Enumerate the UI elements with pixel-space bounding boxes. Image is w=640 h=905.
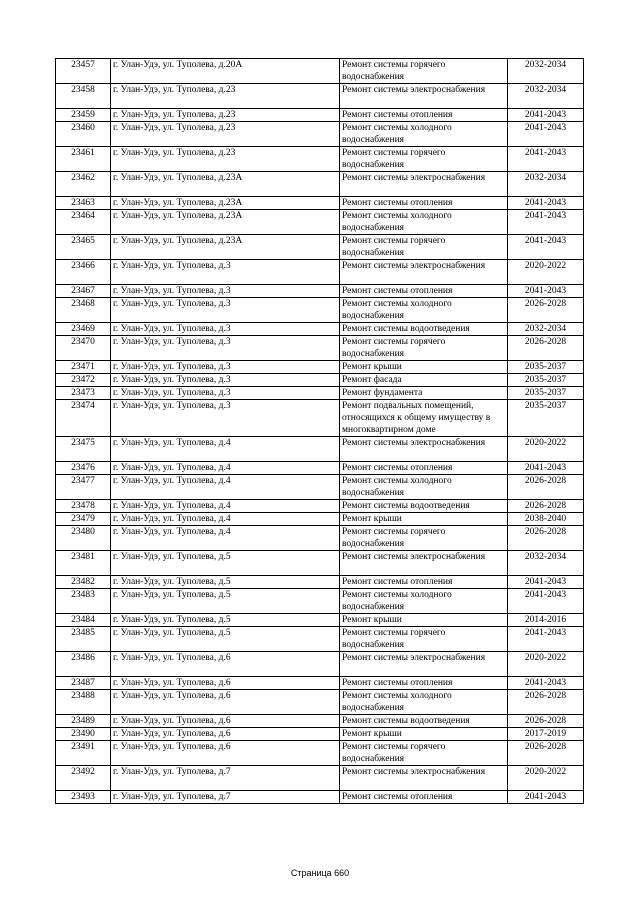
row-number: 23470 — [56, 336, 111, 361]
table-row — [56, 361, 584, 374]
table-row — [56, 513, 584, 526]
row-number: 23462 — [56, 172, 111, 197]
row-address: г. Улан-Удэ, ул. Туполева, д.5 — [111, 627, 340, 652]
row-work-type: Ремонт системы отопления — [340, 462, 508, 475]
row-address: г. Улан-Удэ, ул. Туполева, д.3 — [111, 336, 340, 361]
row-work-type: Ремонт системы водоотведения — [340, 500, 508, 513]
repair-schedule-table — [55, 58, 584, 804]
row-period: 2026-2028 — [508, 526, 584, 551]
row-period: 2041-2043 — [508, 791, 584, 804]
row-period: 2035-2037 — [508, 387, 584, 400]
row-number: 23457 — [56, 59, 111, 84]
row-number: 23463 — [56, 197, 111, 210]
table-row — [56, 387, 584, 400]
row-period: 2026-2028 — [508, 475, 584, 500]
row-number: 23468 — [56, 298, 111, 323]
row-work-type: Ремонт системы электроснабжения — [340, 766, 508, 791]
row-work-type: Ремонт фасада — [340, 374, 508, 387]
table-row — [56, 589, 584, 614]
row-work-type: Ремонт системы холодного водоснабжения — [340, 589, 508, 614]
row-address: г. Улан-Удэ, ул. Туполева, д.5 — [111, 589, 340, 614]
row-work-type: Ремонт системы холодного водоснабжения — [340, 690, 508, 715]
row-period: 2026-2028 — [508, 715, 584, 728]
row-period: 2026-2028 — [508, 690, 584, 715]
row-period: 2041-2043 — [508, 576, 584, 589]
row-work-type: Ремонт системы холодного водоснабжения — [340, 298, 508, 323]
row-address: г. Улан-Удэ, ул. Туполева, д.3 — [111, 323, 340, 336]
row-address: г. Улан-Удэ, ул. Туполева, д.5 — [111, 551, 340, 576]
row-period: 2026-2028 — [508, 500, 584, 513]
table-row — [56, 285, 584, 298]
row-number: 23478 — [56, 500, 111, 513]
row-address: г. Улан-Удэ, ул. Туполева, д.4 — [111, 500, 340, 513]
row-period: 2041-2043 — [508, 197, 584, 210]
row-number: 23491 — [56, 741, 111, 766]
row-work-type: Ремонт системы отопления — [340, 677, 508, 690]
row-period: 2020-2022 — [508, 766, 584, 791]
table-row — [56, 172, 584, 197]
row-number: 23464 — [56, 210, 111, 235]
table-row — [56, 715, 584, 728]
table-row — [56, 147, 584, 172]
row-number: 23490 — [56, 728, 111, 741]
row-number: 23471 — [56, 361, 111, 374]
row-address: г. Улан-Удэ, ул. Туполева, д.4 — [111, 475, 340, 500]
row-period: 2026-2028 — [508, 741, 584, 766]
row-work-type: Ремонт системы горячего водоснабжения — [340, 526, 508, 551]
row-work-type: Ремонт подвальных помещений, относящихся к общему имуществу в многоквартирном доме — [340, 400, 508, 437]
table-row — [56, 210, 584, 235]
row-work-type: Ремонт системы холодного водоснабжения — [340, 475, 508, 500]
row-work-type: Ремонт системы горячего водоснабжения — [340, 627, 508, 652]
table-row — [56, 260, 584, 285]
row-period: 2041-2043 — [508, 462, 584, 475]
row-period: 2020-2022 — [508, 260, 584, 285]
row-number: 23474 — [56, 400, 111, 437]
row-address: г. Улан-Удэ, ул. Туполева, д.20А — [111, 59, 340, 84]
row-work-type: Ремонт системы электроснабжения — [340, 84, 508, 109]
row-number: 23486 — [56, 652, 111, 677]
table-row — [56, 122, 584, 147]
row-period: 2035-2037 — [508, 361, 584, 374]
row-period: 2032-2034 — [508, 172, 584, 197]
row-number: 23479 — [56, 513, 111, 526]
row-period: 2041-2043 — [508, 589, 584, 614]
row-work-type: Ремонт системы холодного водоснабжения — [340, 122, 508, 147]
row-period: 2041-2043 — [508, 677, 584, 690]
table-row — [56, 400, 584, 437]
row-number: 23482 — [56, 576, 111, 589]
row-address: г. Улан-Удэ, ул. Туполева, д.7 — [111, 766, 340, 791]
row-period: 2041-2043 — [508, 147, 584, 172]
row-period: 2026-2028 — [508, 336, 584, 361]
row-address: г. Улан-Удэ, ул. Туполева, д.7 — [111, 791, 340, 804]
row-period: 2014-2016 — [508, 614, 584, 627]
row-number: 23480 — [56, 526, 111, 551]
row-address: г. Улан-Удэ, ул. Туполева, д.5 — [111, 614, 340, 627]
row-address: г. Улан-Удэ, ул. Туполева, д.4 — [111, 462, 340, 475]
row-address: г. Улан-Удэ, ул. Туполева, д.23 — [111, 122, 340, 147]
row-address: г. Улан-Удэ, ул. Туполева, д.6 — [111, 677, 340, 690]
row-number: 23485 — [56, 627, 111, 652]
table-row — [56, 437, 584, 462]
row-number: 23473 — [56, 387, 111, 400]
row-number: 23492 — [56, 766, 111, 791]
page-number: Страница 660 — [290, 868, 350, 878]
table-row — [56, 374, 584, 387]
row-address: г. Улан-Удэ, ул. Туполева, д.4 — [111, 437, 340, 462]
row-work-type: Ремонт системы водоотведения — [340, 323, 508, 336]
row-number: 23466 — [56, 260, 111, 285]
row-number: 23469 — [56, 323, 111, 336]
table-row — [56, 59, 584, 84]
row-number: 23475 — [56, 437, 111, 462]
row-number: 23460 — [56, 122, 111, 147]
table-row — [56, 462, 584, 475]
row-work-type: Ремонт фундамента — [340, 387, 508, 400]
row-work-type: Ремонт системы горячего водоснабжения — [340, 741, 508, 766]
table-row — [56, 298, 584, 323]
table-row — [56, 627, 584, 652]
row-period: 2032-2034 — [508, 323, 584, 336]
table-row — [56, 652, 584, 677]
table-row — [56, 500, 584, 513]
row-number: 23476 — [56, 462, 111, 475]
row-number: 23493 — [56, 791, 111, 804]
row-number: 23459 — [56, 109, 111, 122]
row-period: 2041-2043 — [508, 285, 584, 298]
row-work-type: Ремонт системы электроснабжения — [340, 652, 508, 677]
row-work-type: Ремонт системы горячего водоснабжения — [340, 147, 508, 172]
table-row — [56, 791, 584, 804]
row-work-type: Ремонт системы отопления — [340, 285, 508, 298]
row-work-type: Ремонт системы отопления — [340, 791, 508, 804]
row-number: 23465 — [56, 235, 111, 260]
row-period: 2020-2022 — [508, 437, 584, 462]
row-work-type: Ремонт крыши — [340, 513, 508, 526]
table-row — [56, 84, 584, 109]
row-number: 23481 — [56, 551, 111, 576]
table-row — [56, 323, 584, 336]
table-row — [56, 690, 584, 715]
row-period: 2041-2043 — [508, 109, 584, 122]
row-number: 23483 — [56, 589, 111, 614]
row-address: г. Улан-Удэ, ул. Туполева, д.3 — [111, 374, 340, 387]
table-row — [56, 614, 584, 627]
row-address: г. Улан-Удэ, ул. Туполева, д.3 — [111, 298, 340, 323]
row-work-type: Ремонт системы электроснабжения — [340, 437, 508, 462]
row-work-type: Ремонт системы электроснабжения — [340, 260, 508, 285]
row-address: г. Улан-Удэ, ул. Туполева, д.23 — [111, 147, 340, 172]
row-work-type: Ремонт системы горячего водоснабжения — [340, 59, 508, 84]
table-row — [56, 766, 584, 791]
row-address: г. Улан-Удэ, ул. Туполева, д.6 — [111, 652, 340, 677]
row-number: 23458 — [56, 84, 111, 109]
table-row — [56, 336, 584, 361]
row-work-type: Ремонт системы отопления — [340, 576, 508, 589]
row-address: г. Улан-Удэ, ул. Туполева, д.6 — [111, 741, 340, 766]
row-period: 2032-2034 — [508, 551, 584, 576]
row-address: г. Улан-Удэ, ул. Туполева, д.3 — [111, 285, 340, 298]
row-address: г. Улан-Удэ, ул. Туполева, д.3 — [111, 387, 340, 400]
row-address: г. Улан-Удэ, ул. Туполева, д.23А — [111, 210, 340, 235]
row-period: 2035-2037 — [508, 374, 584, 387]
row-address: г. Улан-Удэ, ул. Туполева, д.23 — [111, 84, 340, 109]
table-row — [56, 197, 584, 210]
row-number: 23487 — [56, 677, 111, 690]
row-work-type: Ремонт крыши — [340, 728, 508, 741]
row-address: г. Улан-Удэ, ул. Туполева, д.3 — [111, 260, 340, 285]
row-address: г. Улан-Удэ, ул. Туполева, д.23А — [111, 172, 340, 197]
table-row — [56, 475, 584, 500]
row-period: 2038-2040 — [508, 513, 584, 526]
row-period: 2041-2043 — [508, 210, 584, 235]
row-period: 2020-2022 — [508, 652, 584, 677]
row-address: г. Улан-Удэ, ул. Туполева, д.6 — [111, 715, 340, 728]
row-period: 2041-2043 — [508, 122, 584, 147]
row-address: г. Улан-Удэ, ул. Туполева, д.23 — [111, 109, 340, 122]
row-work-type: Ремонт системы отопления — [340, 109, 508, 122]
row-address: г. Улан-Удэ, ул. Туполева, д.6 — [111, 690, 340, 715]
row-address: г. Улан-Удэ, ул. Туполева, д.3 — [111, 361, 340, 374]
row-address: г. Улан-Удэ, ул. Туполева, д.3 — [111, 400, 340, 437]
row-address: г. Улан-Удэ, ул. Туполева, д.23А — [111, 197, 340, 210]
row-work-type: Ремонт системы водоотведения — [340, 715, 508, 728]
row-work-type: Ремонт системы горячего водоснабжения — [340, 235, 508, 260]
row-work-type: Ремонт крыши — [340, 614, 508, 627]
row-work-type: Ремонт системы горячего водоснабжения — [340, 336, 508, 361]
table-row — [56, 677, 584, 690]
row-address: г. Улан-Удэ, ул. Туполева, д.23А — [111, 235, 340, 260]
row-address: г. Улан-Удэ, ул. Туполева, д.5 — [111, 576, 340, 589]
row-address: г. Улан-Удэ, ул. Туполева, д.4 — [111, 526, 340, 551]
row-address: г. Улан-Удэ, ул. Туполева, д.6 — [111, 728, 340, 741]
table-row — [56, 551, 584, 576]
row-number: 23472 — [56, 374, 111, 387]
table-row — [56, 728, 584, 741]
row-number: 23489 — [56, 715, 111, 728]
row-work-type: Ремонт системы отопления — [340, 197, 508, 210]
row-period: 2041-2043 — [508, 235, 584, 260]
table-row — [56, 235, 584, 260]
row-number: 23461 — [56, 147, 111, 172]
table-row — [56, 576, 584, 589]
row-number: 23484 — [56, 614, 111, 627]
row-period: 2035-2037 — [508, 400, 584, 437]
table-row — [56, 741, 584, 766]
table-row — [56, 109, 584, 122]
row-period: 2032-2034 — [508, 84, 584, 109]
row-number: 23477 — [56, 475, 111, 500]
row-work-type: Ремонт системы электроснабжения — [340, 551, 508, 576]
row-period: 2041-2043 — [508, 627, 584, 652]
row-work-type: Ремонт системы электроснабжения — [340, 172, 508, 197]
row-period: 2032-2034 — [508, 59, 584, 84]
table-body — [56, 59, 584, 804]
row-address: г. Улан-Удэ, ул. Туполева, д.4 — [111, 513, 340, 526]
row-number: 23467 — [56, 285, 111, 298]
row-period: 2017-2019 — [508, 728, 584, 741]
row-work-type: Ремонт системы холодного водоснабжения — [340, 210, 508, 235]
table-row — [56, 526, 584, 551]
row-number: 23488 — [56, 690, 111, 715]
row-period: 2026-2028 — [508, 298, 584, 323]
row-work-type: Ремонт крыши — [340, 361, 508, 374]
